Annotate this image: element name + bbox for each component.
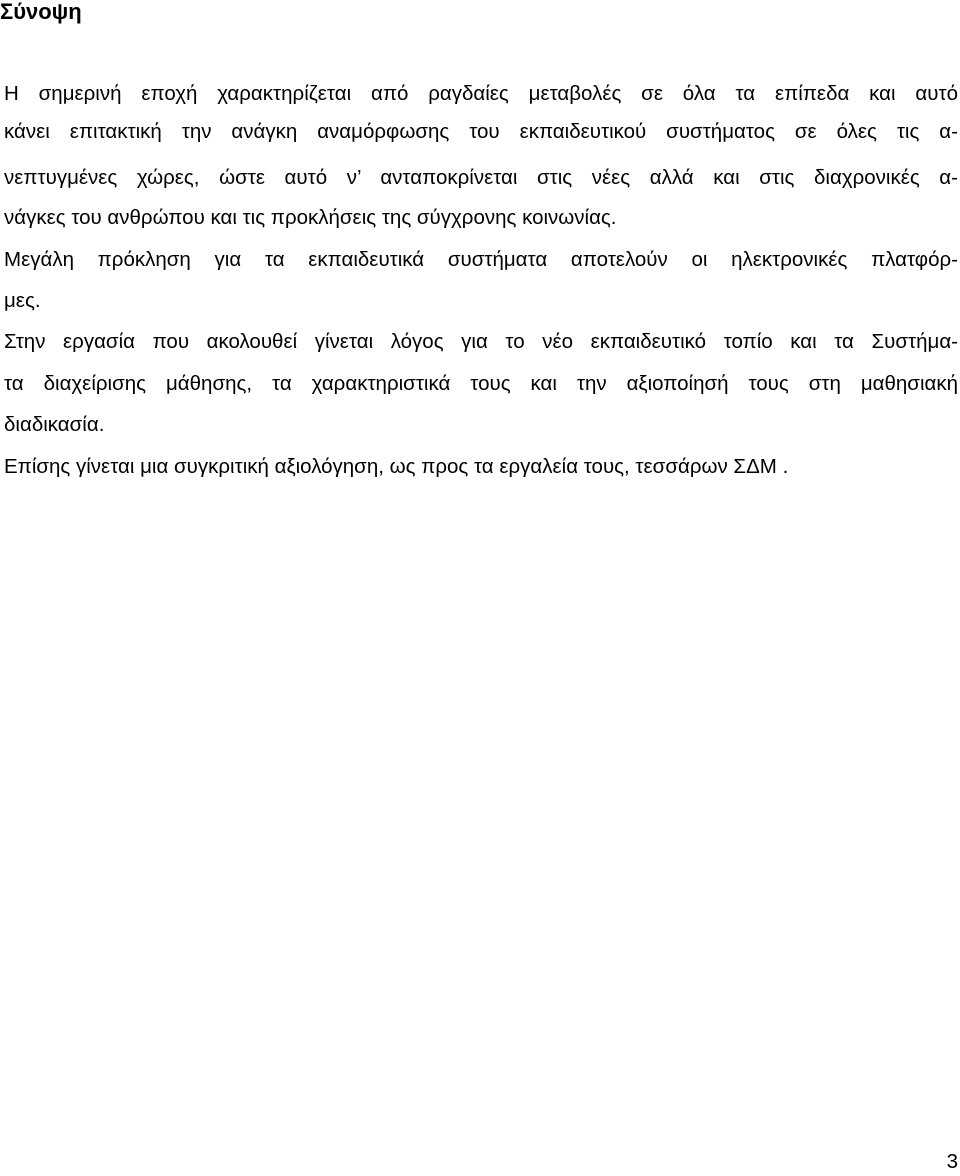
page-number: 3 bbox=[946, 1150, 958, 1173]
paragraph-line: Στην εργασία που ακολουθεί γίνεται λόγος για το νέο εκπαιδευτικό τοπίο και τα Συστήμα- bbox=[4, 330, 958, 353]
paragraph-line: μες. bbox=[4, 289, 41, 312]
paragraph-line: τα διαχείρισης μάθησης, τα χαρακτηριστικά τους και την αξιοποίησή τους στη μαθησιακή bbox=[4, 372, 958, 395]
paragraph-line: νάγκες του ανθρώπου και τις προκλήσεις της σύγχρονης κοινωνίας. bbox=[4, 206, 617, 229]
paragraph-line: νεπτυγμένες χώρες, ώστε αυτό ν’ ανταποκρίνεται στις νέες αλλά και στις διαχρονικές α- bbox=[4, 166, 958, 189]
paragraph-line: Η σημερινή εποχή χαρακτηρίζεται από ραγδαίες μεταβολές σε όλα τα επίπεδα και αυτό bbox=[4, 82, 958, 105]
paragraph-line: Μεγάλη πρόκληση για τα εκπαιδευτικά συστήματα αποτελούν οι ηλεκτρονικές πλατφόρ- bbox=[4, 248, 958, 271]
page-title: Σύνοψη bbox=[0, 0, 82, 24]
paragraph-line: διαδικασία. bbox=[4, 413, 105, 436]
paragraph-line: Επίσης γίνεται μια συγκριτική αξιολόγηση, ως προς τα εργαλεία τους, τεσσάρων ΣΔΜ . bbox=[4, 455, 789, 478]
paragraph-line: κάνει επιτακτική την ανάγκη αναμόρφωσης του εκπαιδευτικού συστήματος σε όλες τις α- bbox=[4, 120, 958, 143]
